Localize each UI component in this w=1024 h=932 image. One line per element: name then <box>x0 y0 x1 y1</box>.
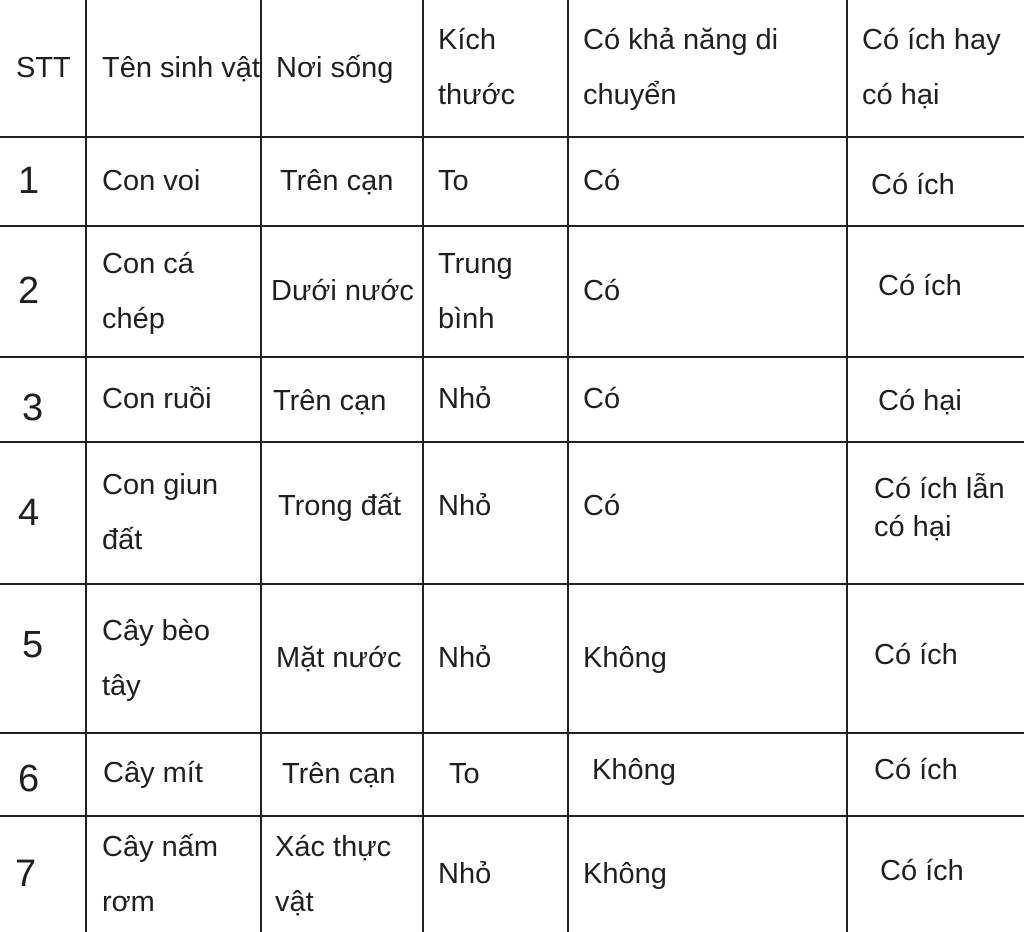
row-benefit: Có ích <box>871 169 955 201</box>
column-divider <box>422 0 424 932</box>
row-mobility: Không <box>583 642 667 674</box>
column-divider <box>846 0 848 932</box>
row-habitat: Trong đất <box>278 489 402 522</box>
row-name: Con cá chép <box>102 247 194 335</box>
row-name: Con giun đất <box>102 469 219 556</box>
row-habitat: Trên cạn <box>273 385 387 417</box>
row-habitat: Trên cạn <box>280 165 394 197</box>
row-size: Trung bình <box>438 247 513 335</box>
header-stt: STT <box>16 51 71 84</box>
row-benefit: Có hại <box>878 385 962 417</box>
row-mobility: Có <box>583 165 621 197</box>
header-mobility: Có khả năng di chuyển <box>583 24 779 111</box>
column-divider <box>260 0 262 932</box>
column-divider <box>567 0 569 932</box>
row-size: To <box>438 165 469 197</box>
row-habitat: Xác thực vật <box>275 830 392 918</box>
row-benefit: Có ích lẫn có hại <box>874 473 1005 543</box>
column-divider <box>85 0 87 932</box>
row-mobility: Không <box>583 858 667 890</box>
row-habitat: Trên cạn <box>282 758 396 790</box>
row-name: Cây mít <box>103 756 203 789</box>
row-stt: 7 <box>15 853 37 895</box>
row-name: Cây bèo tây <box>102 614 211 702</box>
row-habitat: Mặt nước <box>276 642 402 674</box>
row-name: Con voi <box>102 165 201 197</box>
row-mobility: Có <box>583 383 621 415</box>
row-habitat: Dưới nước <box>271 275 414 307</box>
row-stt: 2 <box>18 270 40 312</box>
row-mobility: Không <box>592 754 676 786</box>
row-name: Cây nấm rơm <box>102 830 219 918</box>
row-stt: 1 <box>18 160 40 202</box>
header-habitat: Nơi sống <box>276 51 394 84</box>
row-mobility: Có <box>583 275 621 307</box>
row-benefit: Có ích <box>874 754 958 786</box>
row-size: Nhỏ <box>438 489 492 522</box>
row-size: Nhỏ <box>438 383 492 415</box>
row-size: Nhỏ <box>438 858 492 890</box>
header-benefit: Có ích hay có hại <box>862 24 1001 111</box>
row-mobility: Có <box>583 489 621 522</box>
row-benefit: Có ích <box>874 638 958 671</box>
row-size: To <box>449 758 480 790</box>
header-size: Kích thước <box>438 24 516 111</box>
header-name: Tên sinh vật <box>102 51 260 84</box>
row-benefit: Có ích <box>880 854 964 887</box>
row-benefit: Có ích <box>878 270 962 302</box>
row-name: Con ruồi <box>102 383 212 415</box>
row-stt: 5 <box>22 623 44 666</box>
row-size: Nhỏ <box>438 642 492 674</box>
row-stt: 6 <box>18 757 40 800</box>
row-stt: 3 <box>22 386 44 429</box>
row-stt: 4 <box>18 491 40 534</box>
